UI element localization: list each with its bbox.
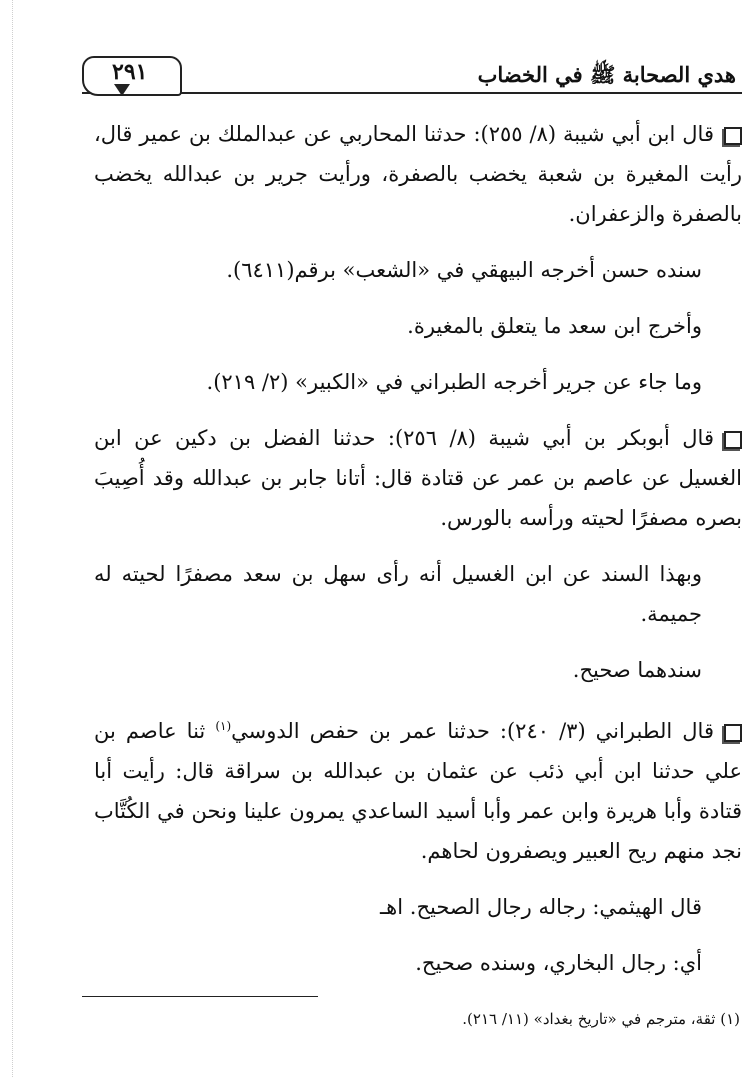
footnote: (١) ثقة، مترجم في «تاريخ بغداد» (١١/ ٢١٦). [462,1010,740,1028]
checkbox-bullet-icon [724,431,742,449]
checkbox-bullet-icon [724,127,742,145]
paragraph-5: قال أبوبكر بن أبي شيبة (٨/ ٢٥٦): حدثنا الفضل بن دكين عن ابن الغسيل عن عاصم بن عمر عن قتادة قال: أتانا جابر بن عبدالله وقد أُصِيبَ بصره مصفرًا لحيته ورأسه بالورس. [94,426,742,530]
paragraph-10: أي: رجال البخاري، وسنده صحيح. [415,951,702,975]
page-number: ٢٩١ [112,59,148,85]
badge-tail-icon [114,84,130,96]
running-header [82,60,742,94]
header-title: هدي الصحابة ﷺ في الخضاب [477,62,736,87]
paragraph-4: وما جاء عن جرير أخرجه الطبراني في «الكبير» (٢/ ٢١٩). [206,370,702,394]
footnote-marker: (١) [215,719,232,733]
paragraph-8: قال الطبراني (٣/ ٢٤٠): حدثنا عمر بن حفص الدوسي$^{(١)}$ ثنا عاصم بن علي حدثنا ابن أبي ذئب عن عثمان بن عبدالله بن سراقة قال: رأيت أبا قتادة وأبا هريرة وابن عمر وأبا أسيد الساعدي يمرون علينا ونحن في الكُتَّاب نجد منهم ريح العبير ويصفرون لحاهم. [94,719,742,863]
paragraph-3: وأخرج ابن سعد ما يتعلق بالمغيرة. [407,314,702,338]
page-number-badge [82,56,182,96]
paragraph-7: سندهما صحيح. [572,658,702,682]
paragraph-6: وبهذا السند عن ابن الغسيل أنه رأى سهل بن سعد مصفرًا لحيته له جميمة. [94,562,702,626]
footnote-divider [82,996,318,997]
paragraph-2: سنده حسن أخرجه البيهقي في «الشعب» برقم(٦٤١١). [226,258,702,282]
book-page [82,46,744,1066]
paragraph-1: قال ابن أبي شيبة (٨/ ٢٥٥): حدثنا المحاربي عن عبدالملك بن عمير قال، رأيت المغيرة بن شعبة يخضب بالصفرة، ورأيت جرير بن عبدالله يخضب بالصفرة والزعفران. [94,122,742,226]
page-margin-line [12,0,13,1077]
checkbox-bullet-icon [724,724,742,742]
main-text [94,114,742,999]
paragraph-9: قال الهيثمي: رجاله رجال الصحيح. اهـ [380,895,702,919]
